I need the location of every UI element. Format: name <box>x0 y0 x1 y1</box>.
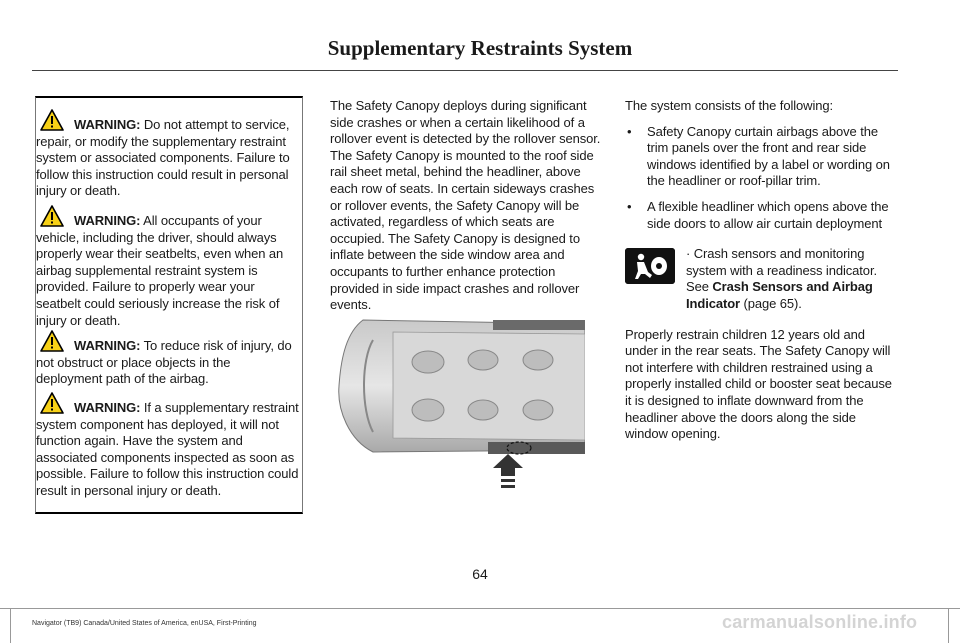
warning-1 <box>36 117 300 200</box>
bullet-text: Safety Canopy curtain airbags above the trim panels over the front and rear side windows identified by a label or wording on the headliner or roof-pillar trim. <box>647 123 890 189</box>
crop-mark-left <box>10 608 11 643</box>
crop-mark-right <box>948 608 949 643</box>
airbag-indicator-icon <box>625 248 675 284</box>
footer-rule <box>0 608 960 609</box>
children-paragraph: Properly restrain children 12 years old and under in the rear seats. The Safety Canopy will not interfere with children restrained using a properly installed child or booster seat because it is designed to inflate downward from the headliner above the doors along the side window opening. <box>625 326 892 442</box>
bullet-marker: • <box>627 123 632 139</box>
indicator-text: · Crash sensors and monitoring system with a readiness indicator. See <box>686 246 877 295</box>
document-info: Navigator (TB9) Canada/United States of America, enUSA, First-Printing <box>32 620 257 627</box>
warning-label: WARNING: <box>74 213 141 228</box>
warning-2 <box>36 213 300 329</box>
system-components-column <box>625 98 897 443</box>
warning-text: If a supplementary restraint system component has deployed, it will not function again. Have the system and associated components inspected as soon as possible. Failure to follow this instruction could result in personal injury or death. <box>36 400 299 498</box>
list-item <box>625 199 897 232</box>
page-number: 64 <box>472 566 488 582</box>
warning-triangle-icon <box>40 392 64 414</box>
cross-reference-link[interactable]: Crash Sensors and Airbag Indicator <box>686 279 873 311</box>
warning-3 <box>36 338 300 388</box>
page-title: Supplementary Restraints System <box>327 36 633 60</box>
warning-label: WARNING: <box>74 338 141 353</box>
warning-box <box>35 96 303 514</box>
safety-canopy-paragraph: The Safety Canopy deploys during significant side crashes or when a certain likelihood of a rollover event is detected by the rollover sensor. The Safety Canopy is mounted to the roof side rail sheet metal, behind the headliner, above each row of seats. In certain sideways crashes or rollover events, the Safety Canopy will be activated, regardless of which seats are occupied. The Safety Canopy is designed to inflate between the side window area and occupants to further enhance protection provided in side impact crashes and rollover events. <box>330 98 601 313</box>
safety-canopy-illustration <box>333 310 585 494</box>
warning-text: All occupants of your vehicle, including the driver, should always properly wear their seatbelts, even when an airbag supplemental restraint system is provided. Failure to properly wear your seatbelt could seriously increase the risk of injury or death. <box>36 213 284 328</box>
warning-4 <box>36 400 300 500</box>
safety-canopy-column <box>330 98 602 314</box>
warning-text: To reduce risk of injury, do not obstruct or place objects in the deployment path of the airbag. <box>36 338 292 387</box>
warning-triangle-icon <box>40 330 64 352</box>
warning-text: Do not attempt to service, repair, or modify the supplementary restraint system or associated components. Failure to follow this instruction could result in personal injury or death. <box>36 117 290 199</box>
indicator-page-ref: (page 65). <box>740 295 802 311</box>
warning-label: WARNING: <box>74 117 141 132</box>
up-arrow-icon <box>493 454 523 488</box>
warning-triangle-icon <box>40 109 64 131</box>
warning-label: WARNING: <box>74 400 141 415</box>
warning-triangle-icon <box>40 205 64 227</box>
header-rule <box>32 70 898 71</box>
list-item <box>625 124 897 190</box>
bullet-marker: • <box>627 198 632 214</box>
watermark: carmanualsonline.info <box>722 612 918 632</box>
airbag-indicator-block <box>625 246 897 312</box>
bullet-text: A flexible headliner which opens above the side doors to allow air curtain deployment <box>647 198 889 231</box>
system-intro: The system consists of the following: <box>625 98 834 113</box>
